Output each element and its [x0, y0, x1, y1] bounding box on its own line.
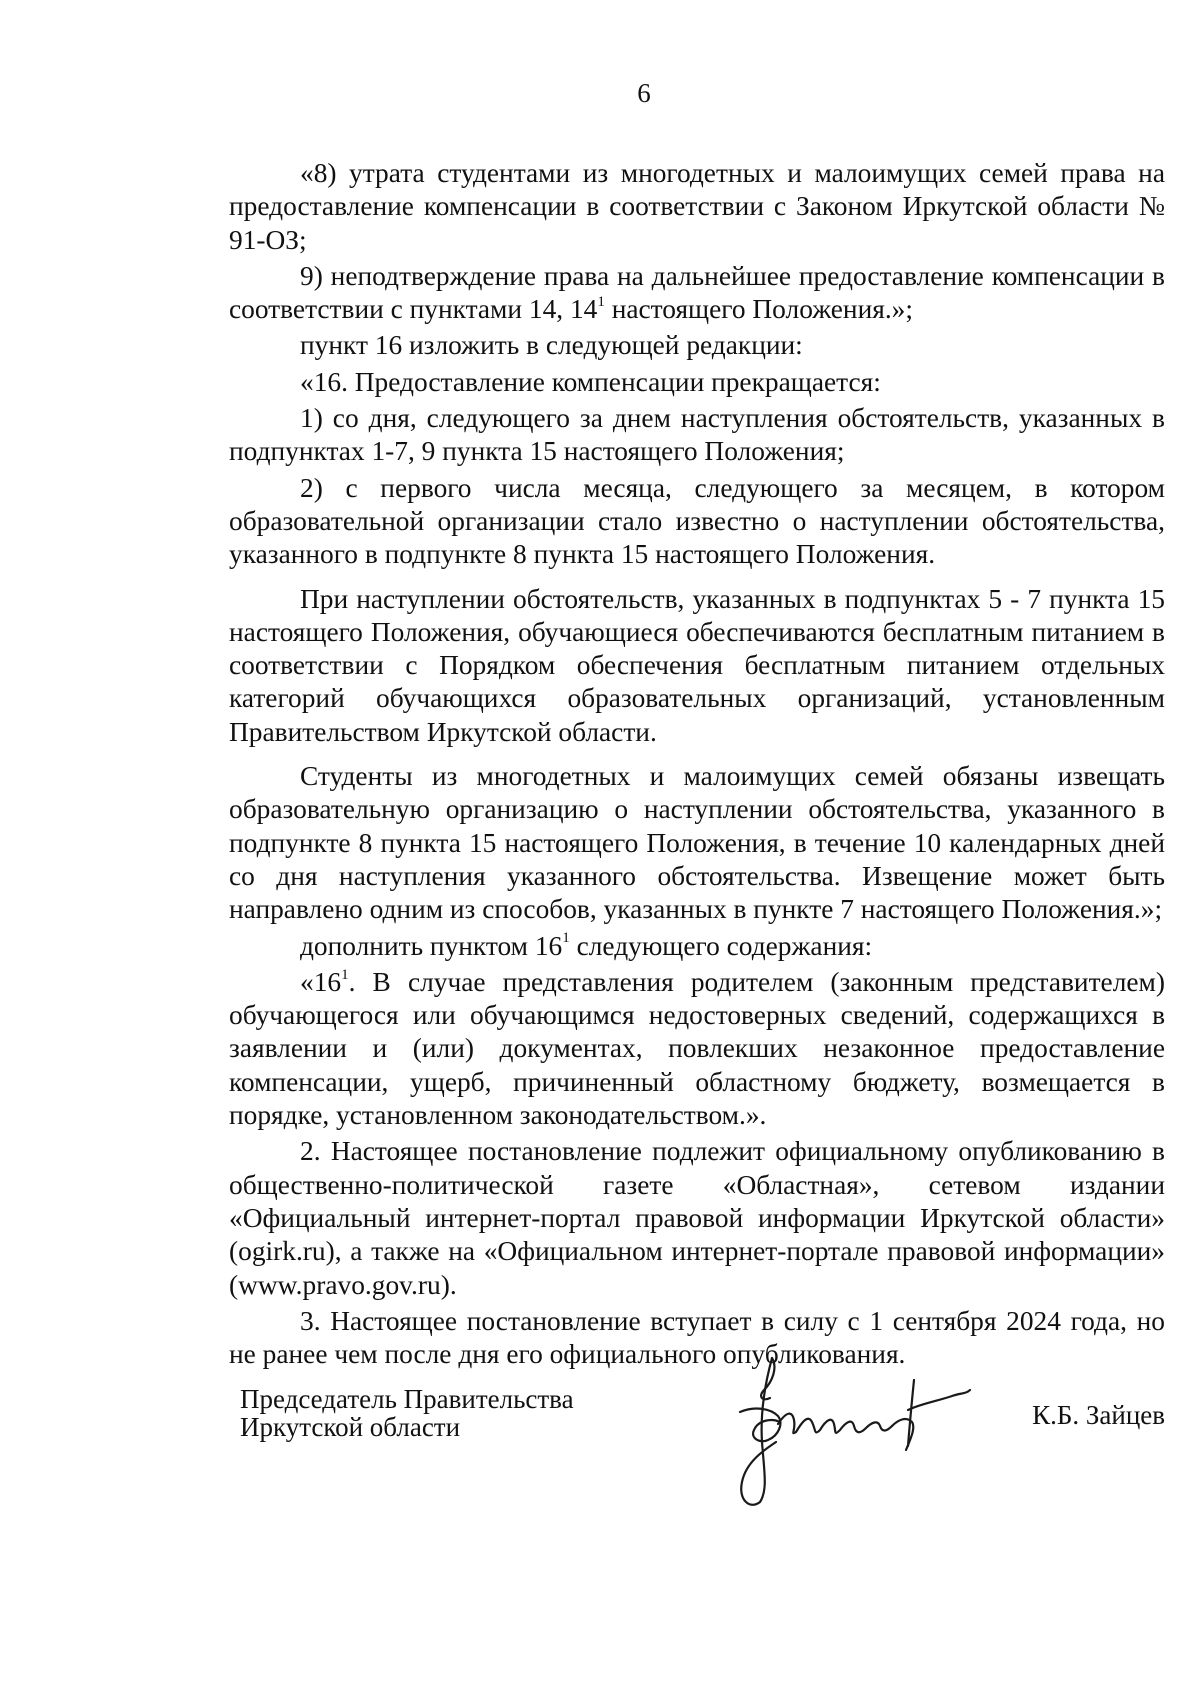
paragraph-students-notify: Студенты из многодетных и малоимущих семей обязаны извещать образовательную организацию о наступлении обстоятельства, указанного в подпункте 8 пункта 15 настоящего Положения, в течение 10 календарных дней со дня наступления указанного обстоятельства. Извещение может быть направлено одним из способов, указанных в пункте 7 настоящего Положения.»; [229, 761, 1165, 925]
superscript: 1 [562, 930, 570, 947]
document-body [229, 157, 1165, 1371]
paragraph-publication: 2. Настоящее постановление подлежит официальному опубликованию в общественно-политической газете «Областная», сетевом издании «Официальный интернет-портал правовой информации Иркутской области» (ogirk.ru), а также на «Официальном интернет-портале правовой информации» (www.pravo.gov.ru). [229, 1136, 1165, 1300]
paragraph-16-heading: «16. Предоставление компенсации прекращается: [300, 366, 881, 397]
paragraph-free-meals: При наступлении обстоятельств, указанных в подпунктах 5 - 7 пункта 15 настоящего Положения, обучающиеся обеспечиваются бесплатным питанием в соответствии с Порядком обеспечения бесплатным питанием отдельных категорий обучающихся образовательных организаций, установленным Правительством Иркутской области. [229, 583, 1165, 747]
superscript: 1 [341, 966, 349, 983]
paragraph-16-1-text: «$16^1$. В случае представления родителем (законным представителем) обучающегося или обучающимся недостоверных сведений, содержащихся в заявлении и (или) документах, повлекших незаконное предоставление компенсации, ущерб, причиненный областному бюджету, возмещается в порядке, установленном законодательством.». [229, 966, 1165, 1131]
paragraph-16-item-1: 1) со дня, следующего за днем наступления обстоятельств, указанных в подпунктах 1-7, 9 пункта 15 настоящего Положения; [229, 403, 1165, 467]
handwritten-signature [720, 1350, 990, 1510]
paragraph-item-8: «8) утрата студентами из многодетных и малоимущих семей права на предоставление компенсации в соответствии с Законом Иркутской области № 91-ОЗ; [229, 158, 1165, 255]
signatory-position [240, 1385, 574, 1441]
paragraph-effective-date: 3. Настоящее постановление вступает в силу с 1 сентября 2024 года, но не ранее чем после дня его официального опубликования. [229, 1305, 1165, 1370]
superscript: 1 [597, 294, 605, 311]
signatory-name: К.Б. Зайцев [1032, 1400, 1165, 1430]
signatory-position-line-2: Иркутской области [240, 1412, 461, 1442]
paragraph-16-item-2: 2) с первого числа месяца, следующего за месяцем, в котором образовательной организации стало известно о наступлении обстоятельства, указанного в подпункте 8 пункта 15 настоящего Положения. [229, 472, 1165, 570]
paragraph-item-9: 9) неподтверждение права на дальнейшее предоставление компенсации в соответствии с пунктами 14, $14^1$ настоящего Положения.»; [229, 260, 1165, 325]
page-number: 6 [637, 78, 651, 108]
paragraph-add-16-1: дополнить пунктом $16^1$ следующего содержания: [300, 930, 873, 961]
signatory-position-line-1: Председатель Правительства [240, 1384, 574, 1414]
paragraph-amend-16: пункт 16 изложить в следующей редакции: [300, 330, 803, 361]
